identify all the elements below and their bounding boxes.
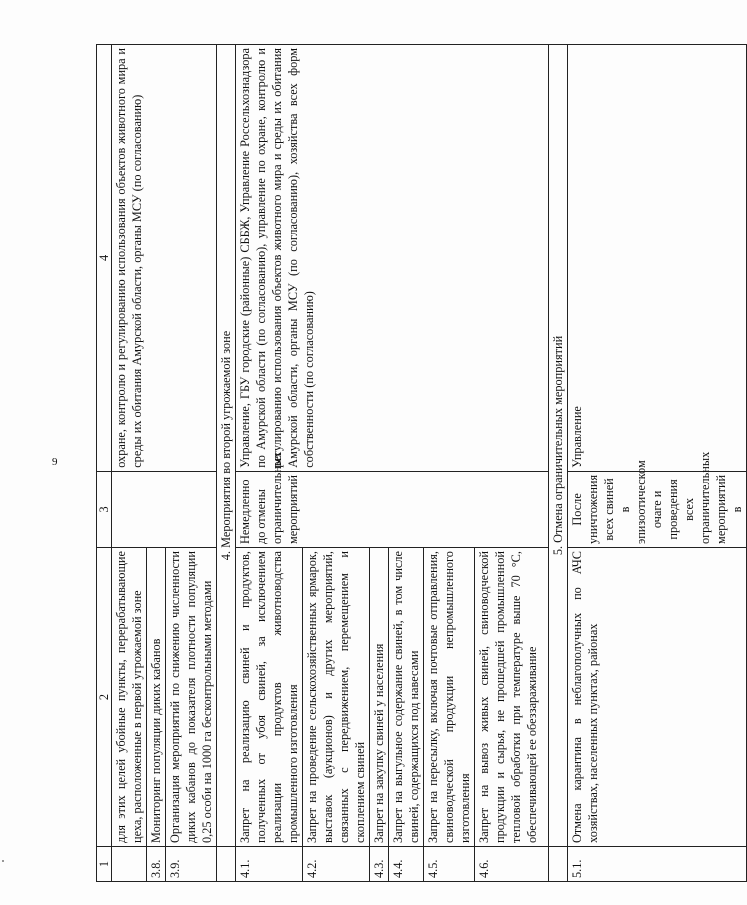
row-number [217, 846, 236, 881]
measure-cell: Отмена карантина в неблагополучных по АЧС хозяйствах, населенных пунктах, районах [568, 548, 747, 847]
timing-cell: После уничтожения всех свиней в эпизоотическом очаге и проведения всех ограничительных мероприятий в [568, 471, 747, 547]
responsible-cell: охране, контролю и регулированию использования объектов животного мира и среды их обитания Амурской области, органы МСУ (по согласованию) [112, 45, 217, 472]
section-4-heading: 4. Мероприятия во второй угрожаемой зоне [217, 45, 236, 847]
measure-cell: Запрет на проведение сельскохозяйственных ярмарок, выставок (аукционов) и других мероприятий, связанных с передвижением, перемещением и скоплением свиней [303, 548, 370, 847]
measure-cell: Запрет на закупку свиней у населения [370, 548, 389, 847]
page-number: 9 [52, 456, 58, 468]
row-number [112, 846, 147, 881]
table-header-row [97, 45, 112, 882]
row-number: 4.4. [389, 846, 424, 881]
table-row [236, 45, 303, 882]
row-number: 4.2. [303, 846, 370, 881]
header-cell: 3 [97, 471, 112, 547]
measure-cell: Запрет на реализацию свиней и продуктов, полученных от убоя свиней, за исключением реализации продуктов животноводства промышленного изготовления [236, 548, 303, 847]
responsible-cell: Управление [568, 45, 747, 472]
section-heading-row [217, 45, 236, 882]
measures-table [96, 44, 747, 882]
measure-cell: Организация мероприятий по снижению численности диких кабанов до показателя плотности популяции 0,25 особи на 1000 га бесконтрольными методами [166, 548, 217, 847]
header-cell: 1 [97, 846, 112, 881]
timing-cell: Немедленно до отмены ограничительных мероприятий [236, 471, 549, 547]
responsible-cell: Управление, ГБУ городские (районные) СББЖ, Управление Россельхознадзора по Амурской области (по согласованию), управление по охране, контролю и регулированию использования объектов животного мира и среды их обитания Амурской области, органы МСУ (по согласованию), хозяйства всех форм собственности (по согласованию) [236, 45, 549, 472]
row-number: 5.1. [568, 846, 747, 881]
measure-cell: Запрет на выгульное содержание свиней, в том числе свиней, содержащихся под навесами [389, 548, 424, 847]
row-number: 4.6. [475, 846, 549, 881]
section-heading-row [549, 45, 568, 882]
table-row [568, 45, 747, 882]
row-number: 4.5. [424, 846, 475, 881]
header-cell: 2 [97, 548, 112, 847]
measure-cell: Мониторинг популяции диких кабанов [147, 548, 166, 847]
row-number: 4.1. [236, 846, 303, 881]
row-number: 4.3. [370, 846, 389, 881]
header-cell: 4 [97, 45, 112, 472]
table-row [112, 45, 147, 882]
scan-speck [2, 860, 4, 862]
measure-cell: Запрет на вывоз живых свиней, свиноводческой продукции и сырья, не прошедшей промышленной тепловой обработки при температуре выше 70 °С, обеспечивающей ее обеззараживание [475, 548, 549, 847]
measure-cell: для этих целей убойные пункты, перерабатывающие цеха, расположенные в первой угрожаемой зоне [112, 548, 147, 847]
section-5-heading: 5. Отмена ограничительных мероприятий [549, 45, 568, 847]
row-number: 3.8. [147, 846, 166, 881]
measure-cell: Запрет на пересылку, включая почтовые отправления, свиноводческой продукции непромышленного изготовления [424, 548, 475, 847]
row-number [549, 846, 568, 881]
row-number: 3.9. [166, 846, 217, 881]
timing-cell [112, 471, 217, 547]
